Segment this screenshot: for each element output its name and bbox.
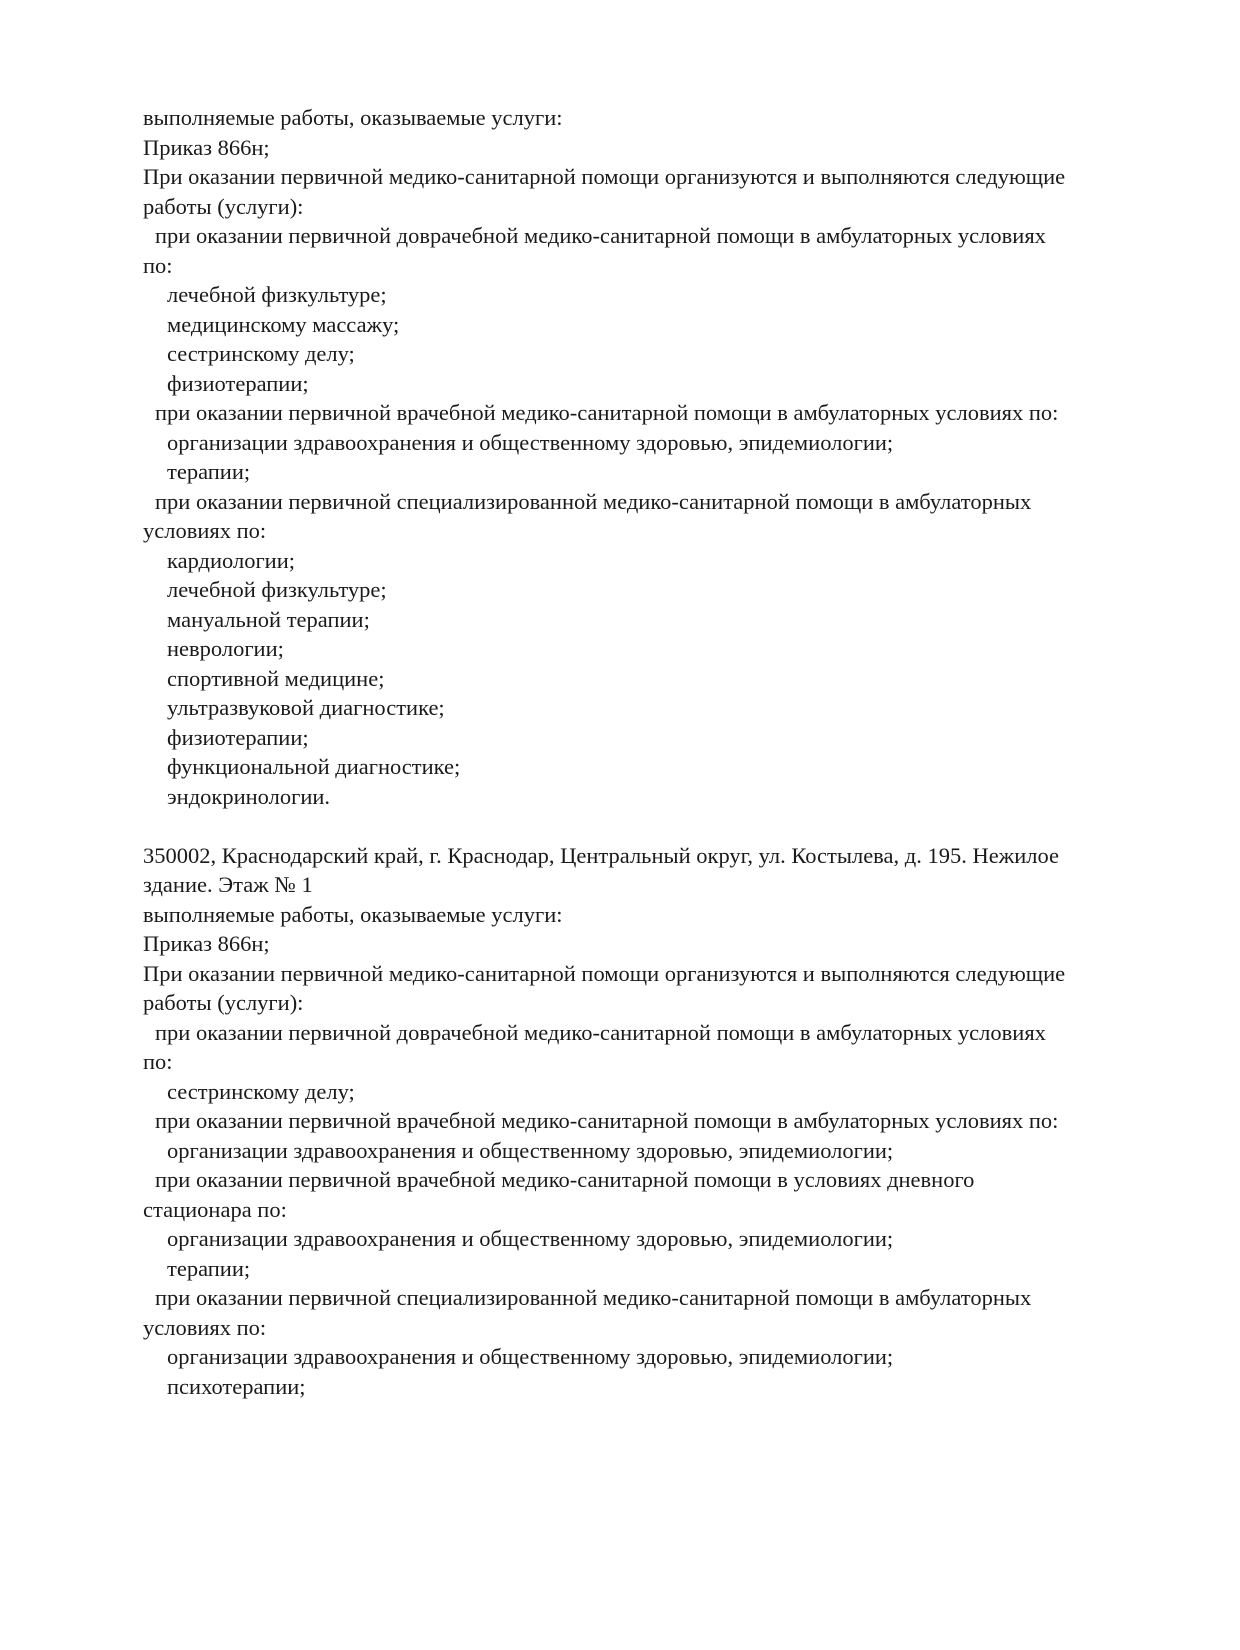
subheading-line: при оказании первичной врачебной медико-санитарной помощи в амбулаторных условиях по: — [155, 400, 1059, 425]
text-line: работы (услуги): — [143, 193, 304, 219]
text-line: условиях по: — [143, 1314, 267, 1340]
subheading-line: при оказании первичной специализированной медико-санитарной помощи в амбулаторных — [155, 1285, 1032, 1310]
text-line: Приказ 866н; — [143, 931, 270, 956]
list-item: ультразвуковой диагностике; — [167, 695, 445, 720]
document-section — [143, 841, 1153, 1402]
text-line: Приказ 866н; — [143, 134, 270, 160]
text-line: При оказании первичной медико-санитарной помощи организуются и выполняются следующие — [143, 960, 1066, 986]
list-item: организации здравоохранения и общественному здоровью, эпидемиологии; — [167, 1344, 894, 1369]
text-line: работы (услуги): — [143, 990, 304, 1015]
text-line: При оказании первичной медико-санитарной помощи организуются и выполняются следующие — [143, 164, 1066, 189]
text-line: по: — [143, 1049, 173, 1074]
list-item: сестринскому делу; — [167, 1078, 355, 1104]
block-separator — [143, 811, 1153, 841]
list-item: неврологии; — [167, 636, 284, 661]
subheading-line: при оказании первичной специализированной медико-санитарной помощи в амбулаторных — [155, 488, 1032, 514]
list-item: мануальной терапии; — [167, 606, 370, 632]
text-line: здание. Этаж № 1 — [143, 872, 313, 897]
text-line: по: — [143, 252, 173, 278]
subheading-line: при оказании первичной врачебной медико-санитарной помощи в амбулаторных условиях по: — [155, 1108, 1059, 1133]
list-item: терапии; — [167, 1255, 251, 1281]
text-line: 350002, Краснодарский край, г. Краснодар, Центральный округ, ул. Костылева, д. 195. Нежилое — [143, 842, 1060, 868]
list-item: спортивной медицине; — [167, 665, 385, 691]
text-line: стационара по: — [143, 1196, 287, 1222]
subheading-line: при оказании первичной доврачебной медико-санитарной помощи в амбулаторных условиях — [155, 223, 1046, 248]
list-item: организации здравоохранения и общественному здоровью, эпидемиологии; — [167, 1226, 894, 1251]
document-body — [143, 103, 1153, 1401]
subheading-line: при оказании первичной врачебной медико-санитарной помощи в условиях дневного — [155, 1167, 975, 1192]
text-line: выполняемые работы, оказываемые услуги: — [143, 105, 563, 130]
text-line: условиях по: — [143, 518, 267, 543]
list-item: лечебной физкультуре; — [167, 577, 387, 602]
list-item: терапии; — [167, 459, 251, 484]
list-item: физиотерапии; — [167, 370, 309, 396]
list-item: функциональной диагностике; — [167, 754, 461, 779]
list-item: кардиологии; — [167, 547, 296, 573]
list-item: медицинскому массажу; — [167, 311, 400, 337]
list-item: организации здравоохранения и общественному здоровью, эпидемиологии; — [167, 429, 894, 455]
list-item: психотерапии; — [167, 1373, 306, 1399]
subheading-line: при оказании первичной доврачебной медико-санитарной помощи в амбулаторных условиях — [155, 1019, 1046, 1045]
list-item: сестринскому делу; — [167, 341, 355, 366]
list-item: эндокринологии. — [167, 783, 331, 809]
list-item: лечебной физкультуре; — [167, 282, 387, 307]
document-section — [143, 103, 1153, 811]
list-item: физиотерапии; — [167, 724, 309, 750]
list-item: организации здравоохранения и общественному здоровью, эпидемиологии; — [167, 1137, 894, 1163]
text-line: выполняемые работы, оказываемые услуги: — [143, 901, 563, 927]
